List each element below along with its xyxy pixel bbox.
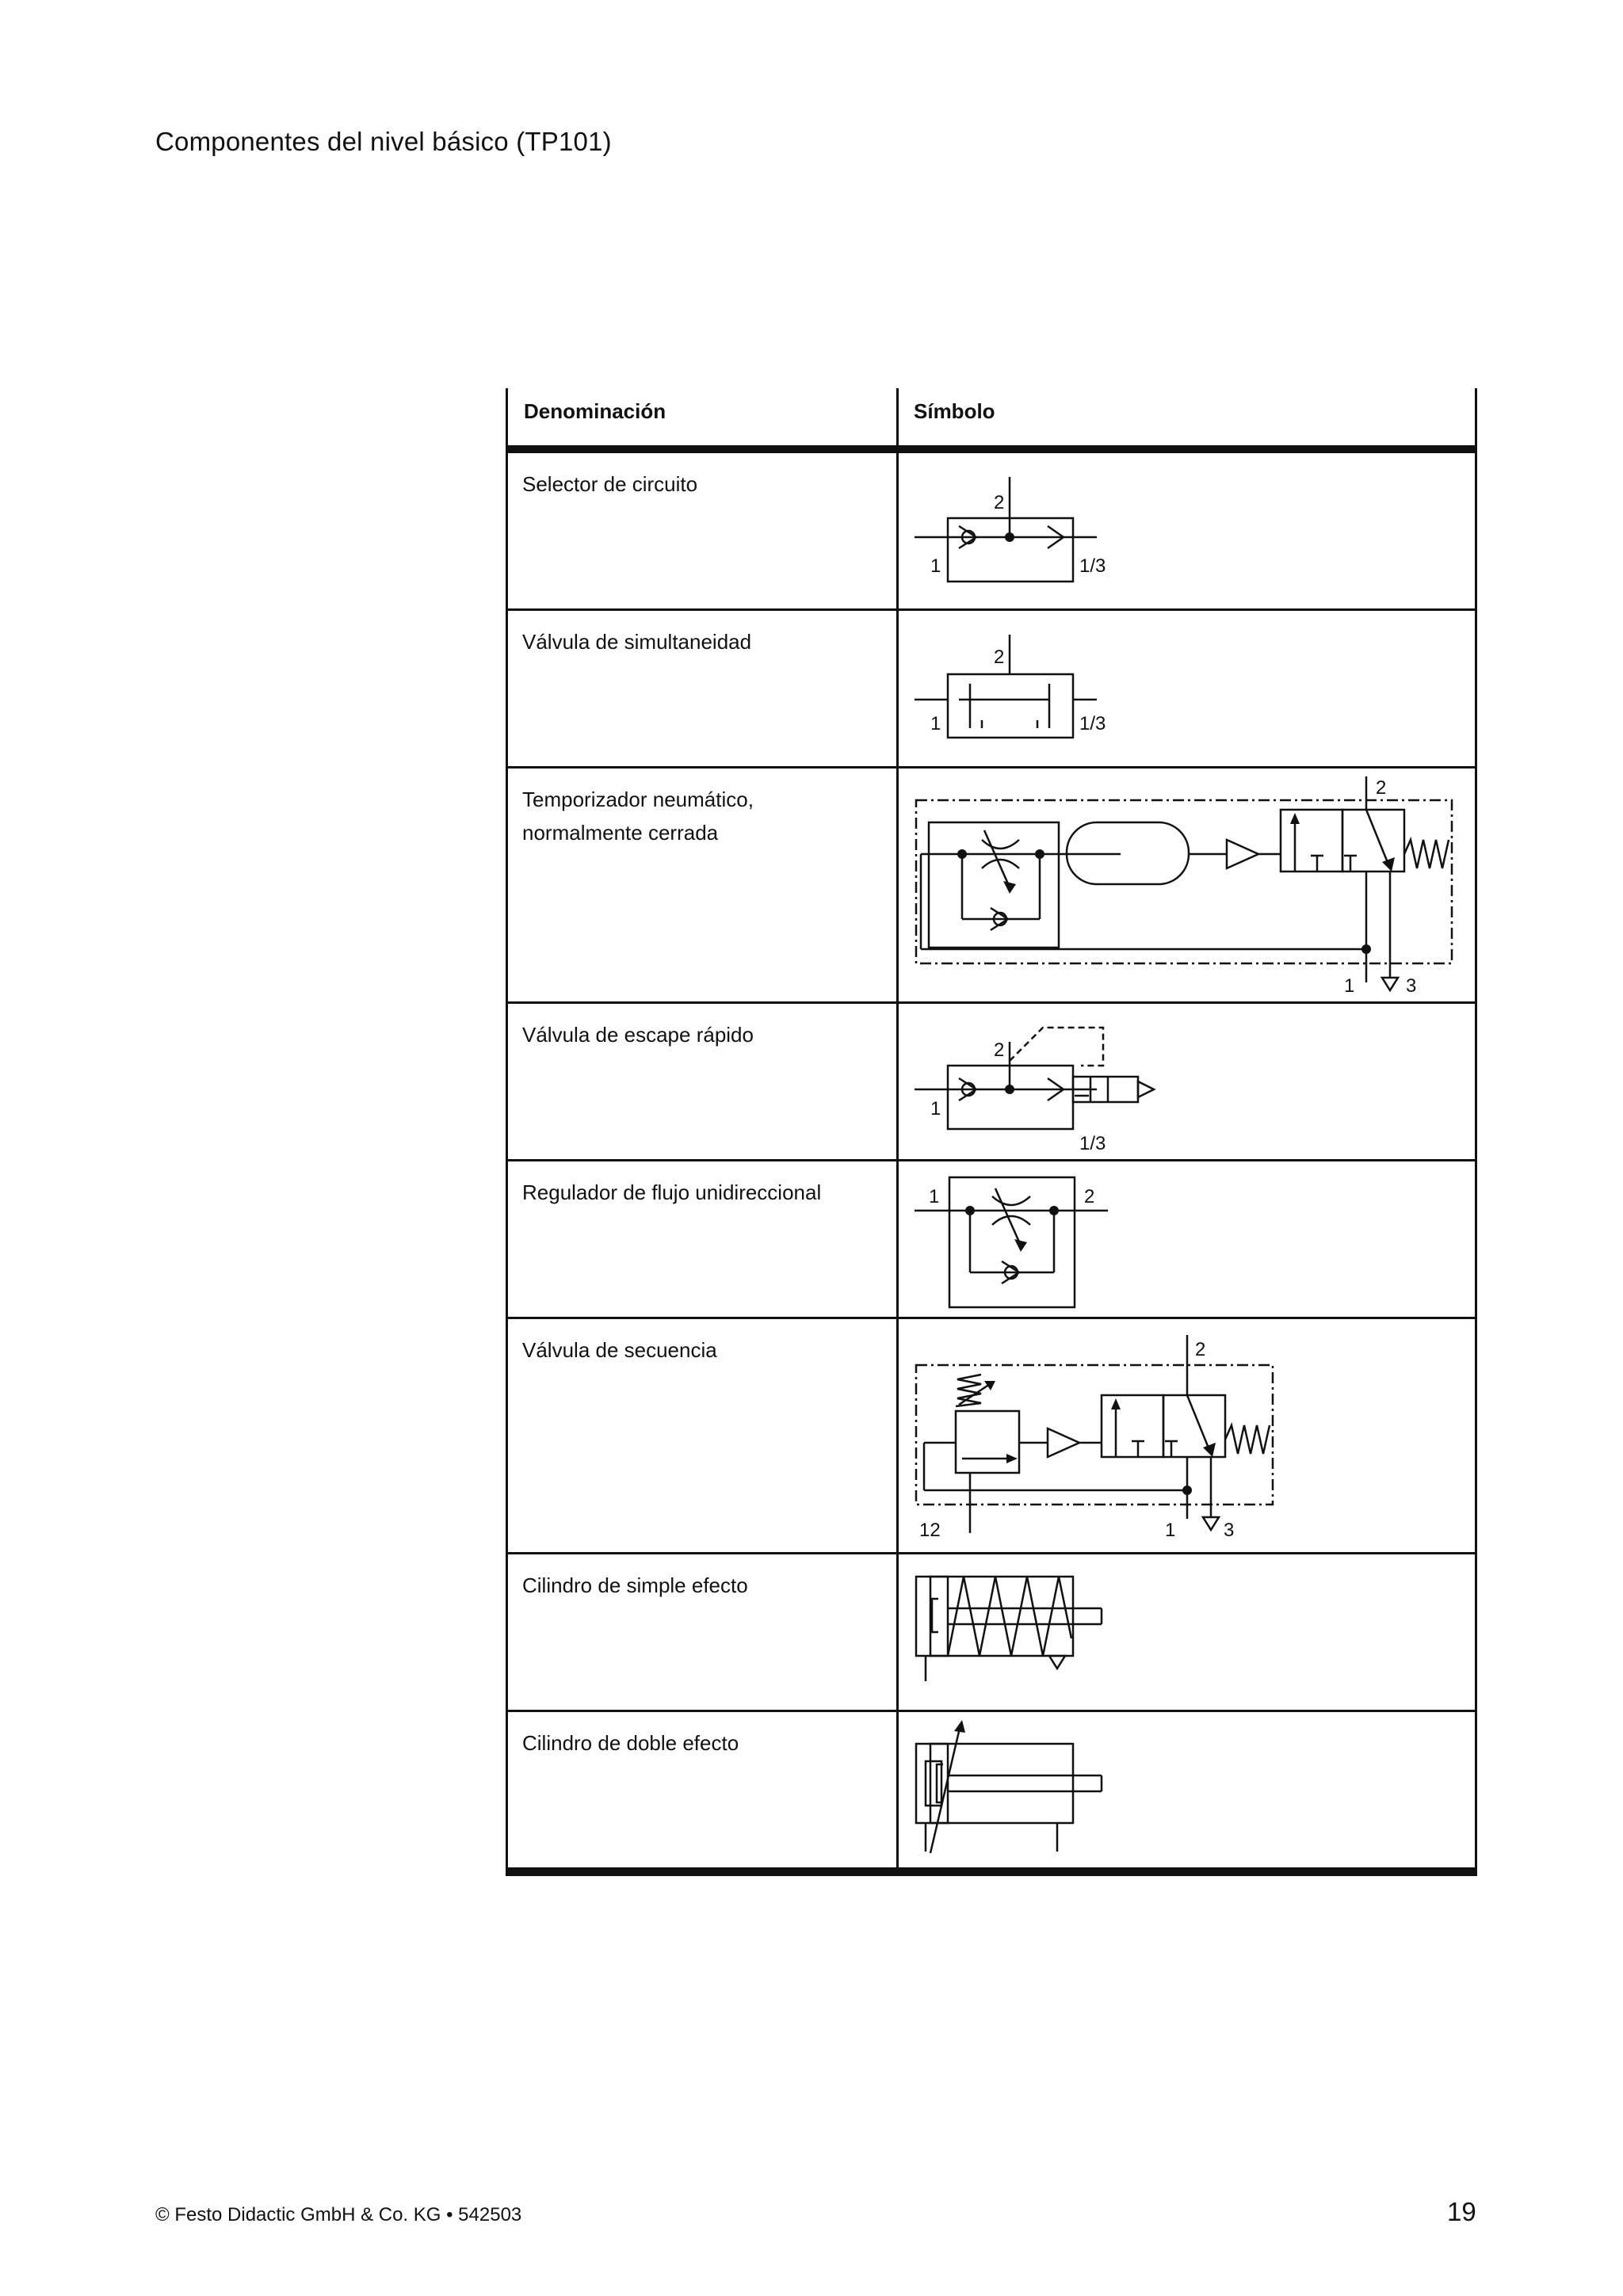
column-header-symbol: Símbolo (914, 399, 995, 423)
port-label: 3 (1406, 975, 1417, 997)
two-pressure-valve-symbol-icon (899, 611, 1477, 766)
component-name: Válvula de simultaneidad (522, 630, 752, 654)
port-label: 3 (1224, 1520, 1235, 1541)
port-label: 1 (1165, 1520, 1176, 1541)
component-name (522, 783, 887, 849)
component-name: Cilindro de doble efecto (522, 1731, 739, 1755)
quick-exhaust-valve-symbol-icon (899, 1004, 1477, 1159)
symbol-cell (896, 1319, 1475, 1552)
component-name: Regulador de flujo unidireccional (522, 1180, 822, 1204)
symbol-cell (896, 453, 1475, 608)
component-name: Selector de circuito (522, 472, 698, 496)
symbol-cell (896, 1554, 1475, 1710)
port-label: 2 (1195, 1339, 1206, 1360)
symbol-cell (896, 611, 1475, 766)
symbol-cell (896, 769, 1475, 1001)
port-label: 1/3 (1079, 713, 1106, 734)
port-label: 2 (1376, 777, 1387, 799)
table-row (506, 611, 1477, 769)
component-name-line: Temporizador neumático, (522, 788, 754, 811)
double-acting-cylinder-symbol-icon (899, 1712, 1477, 1867)
port-label: 1 (929, 1186, 940, 1207)
header-rule (506, 445, 1477, 453)
component-name: Válvula de secuencia (522, 1338, 717, 1362)
port-label: 2 (994, 492, 1005, 513)
table-bottom-rule (506, 1867, 1477, 1876)
port-label: 2 (994, 1039, 1005, 1061)
port-label: 1 (930, 555, 941, 577)
symbol-cell (896, 1004, 1475, 1159)
port-label: 1 (1344, 975, 1355, 997)
table-row (506, 1161, 1477, 1319)
components-table (506, 388, 1477, 1876)
shuttle-valve-symbol-icon (899, 453, 1477, 608)
port-label: 1 (930, 1098, 941, 1119)
component-name: Cilindro de simple efecto (522, 1573, 748, 1597)
table-header-row (506, 388, 1477, 445)
symbol-cell (896, 1712, 1475, 1867)
port-label: 1/3 (1079, 1133, 1106, 1154)
table-row (506, 1554, 1477, 1712)
port-label: 12 (919, 1520, 941, 1541)
column-header-name: Denominación (524, 399, 666, 423)
sequence-valve-symbol-icon (899, 1319, 1477, 1552)
port-label: 2 (994, 646, 1005, 668)
page-number: 19 (1447, 2197, 1476, 2226)
port-label: 1/3 (1079, 555, 1106, 577)
symbol-cell (896, 1161, 1475, 1317)
page-header-title: Componentes del nivel básico (TP101) (155, 127, 612, 156)
one-way-flow-control-valve-symbol-icon (899, 1161, 1477, 1317)
footer-copyright: © Festo Didactic GmbH & Co. KG • 542503 (155, 2204, 522, 2225)
time-delay-valve-symbol-icon (899, 769, 1477, 1001)
table-row (506, 769, 1477, 1004)
table-row (506, 453, 1477, 611)
port-label: 2 (1084, 1186, 1095, 1207)
table-row (506, 1004, 1477, 1161)
table-row (506, 1712, 1477, 1867)
single-acting-cylinder-symbol-icon (899, 1554, 1477, 1710)
port-label: 1 (930, 713, 941, 734)
table-row (506, 1319, 1477, 1554)
component-name-line: normalmente cerrada (522, 821, 719, 845)
component-name: Válvula de escape rápido (522, 1023, 754, 1047)
